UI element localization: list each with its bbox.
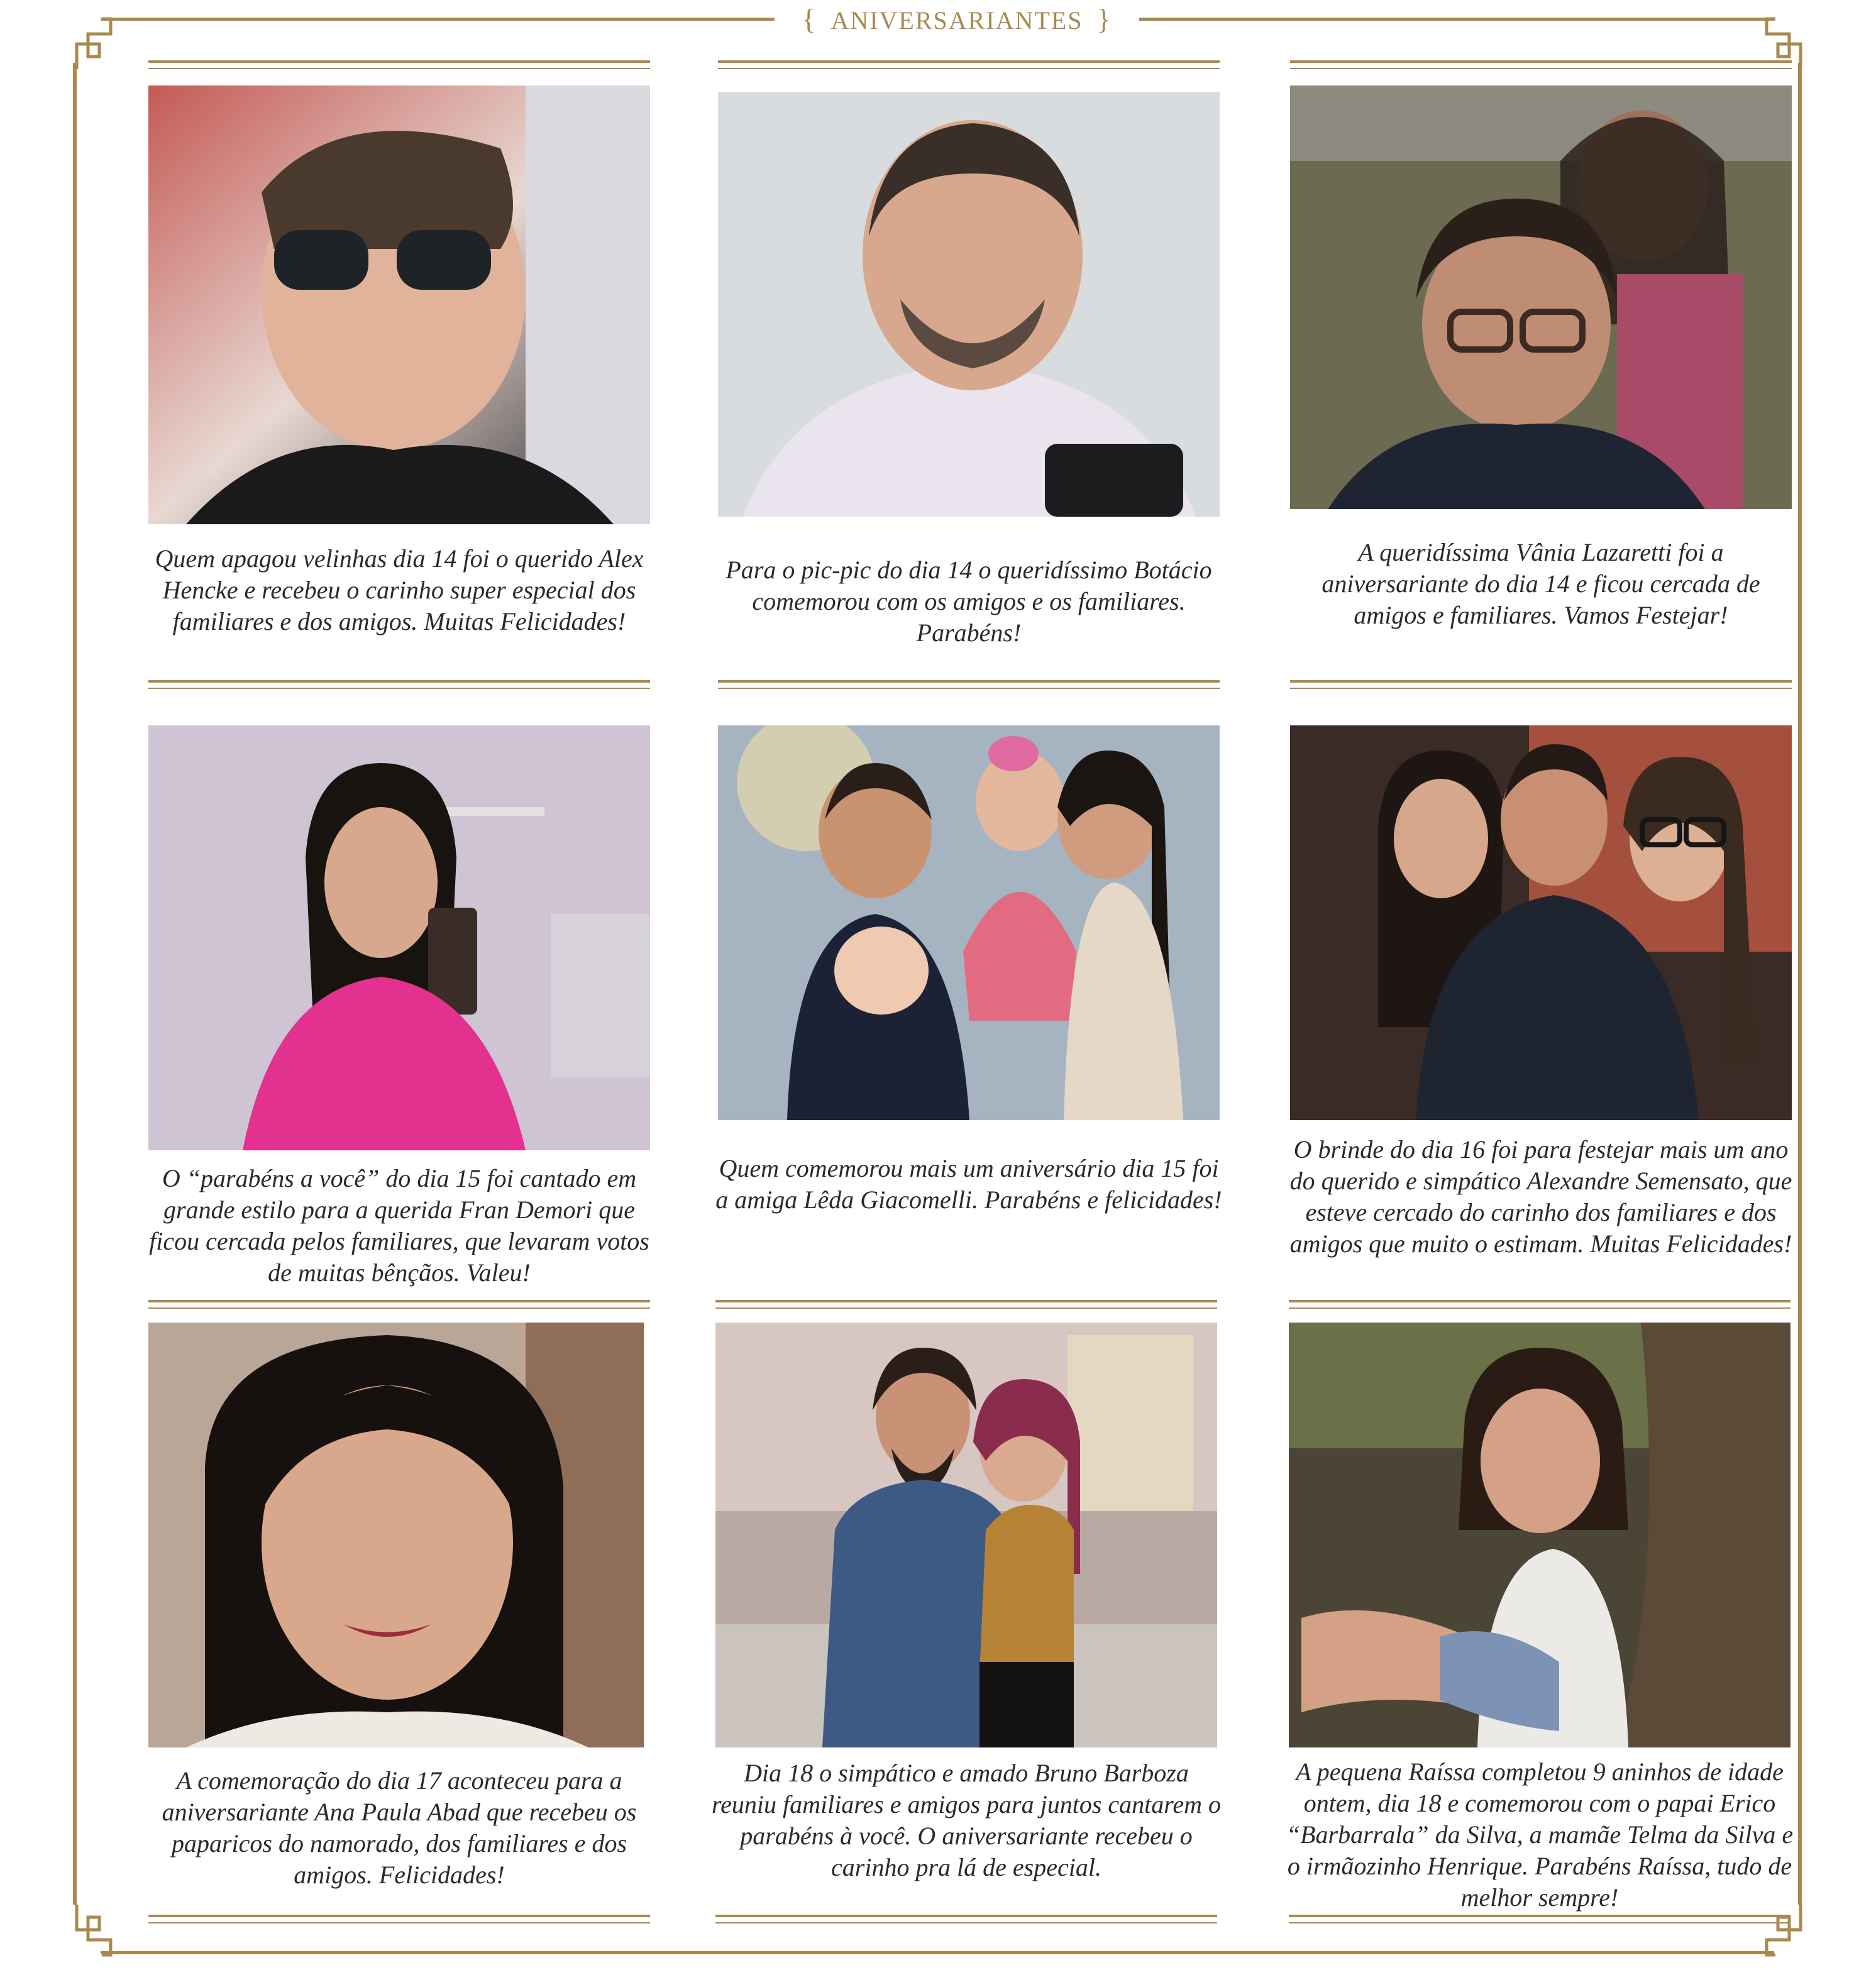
entry-photo-6	[1290, 725, 1792, 1120]
entry-bottom-rule-8	[715, 1915, 1217, 1923]
entry-caption-9: A pequena Raíssa completou 9 aninhos de idade ontem, dia 18 e comemorou com o papai Erico “Barbarrala” da Silva, a mamãe Telma da Silva e o irmãozinho Henrique. Parabéns Raíssa, tudo de melhor sempre!	[1286, 1758, 1794, 1912]
section-heading	[775, 0, 1139, 38]
entry-photo-9	[1289, 1323, 1790, 1747]
entry-top-rule	[715, 1300, 1217, 1309]
frame-corner-top-left-ornament	[67, 13, 117, 69]
entry-top-rule	[148, 60, 650, 69]
entry-photo-8	[715, 1323, 1217, 1747]
entry-top-rule	[718, 680, 1220, 689]
entry-top-rule	[1290, 680, 1792, 689]
frame-corner-bottom-left-ornament	[67, 1905, 117, 1961]
entry-bottom-rule-7	[148, 1915, 650, 1923]
entry-caption-7: A comemoração do dia 17 aconteceu para a aniversariante Ana Paula Abad que recebeu os paparicos do namorado, dos familiares e dos amigos. Felicidades!	[162, 1766, 637, 1889]
entry-caption-1: Quem apagou velinhas dia 14 foi o querido Alex Hencke e recebeu o carinho super especial dos familiares e dos amigos. Muitas Felicidades!	[155, 544, 644, 636]
entry-top-rule	[148, 1300, 650, 1309]
entry-top-rule	[148, 680, 650, 689]
heading-title: ANIVERSARIANTES	[830, 6, 1083, 35]
entry-caption-2: Para o pic-pic do dia 14 o queridíssimo Botácio comemorou com os amigos e os familiares. Parabéns!	[726, 556, 1212, 647]
entry-caption-5: Quem comemorou mais um aniversário dia 15 foi a amiga Lêda Giacomelli. Parabéns e felicidades!	[715, 1154, 1222, 1214]
entry-bottom-rule-9	[1289, 1915, 1790, 1923]
heading-close-brace: }	[1096, 3, 1112, 35]
entry-caption-6: O brinde do dia 16 foi para festejar mais um ano do querido e simpático Alexandre Semensato, que esteve cercado do carinho dos familiares e dos amigos que muito o estimam. Muitas Felicidades!	[1289, 1135, 1792, 1258]
entry-caption-4: O “parabéns a você” do dia 15 foi cantado em grande estilo para a querida Fran Demori que ficou cercada pelos familiares, que levaram votos de muitas bênçãos. Valeu!	[149, 1164, 649, 1287]
entry-photo-5	[718, 725, 1220, 1120]
entry-caption-3: A queridíssima Vânia Lazaretti foi a aniversariante do dia 14 e ficou cercada de amigos e familiares. Vamos Festejar!	[1321, 538, 1760, 629]
entry-top-rule	[1290, 60, 1792, 69]
entry-photo-7	[148, 1323, 644, 1747]
entry-photo-1	[148, 85, 650, 524]
entry-top-rule	[1289, 1300, 1790, 1309]
heading-open-brace: {	[802, 3, 817, 35]
entry-top-rule	[718, 60, 1220, 69]
entry-photo-2	[718, 92, 1220, 517]
entry-caption-8: Dia 18 o simpático e amado Bruno Barboza reuniu familiares e amigos para juntos cantarem o parabéns à você. O aniversariante recebeu o carinho pra lá de especial.	[712, 1759, 1221, 1881]
entry-photo-3	[1290, 85, 1792, 509]
entry-photo-4	[148, 725, 650, 1150]
